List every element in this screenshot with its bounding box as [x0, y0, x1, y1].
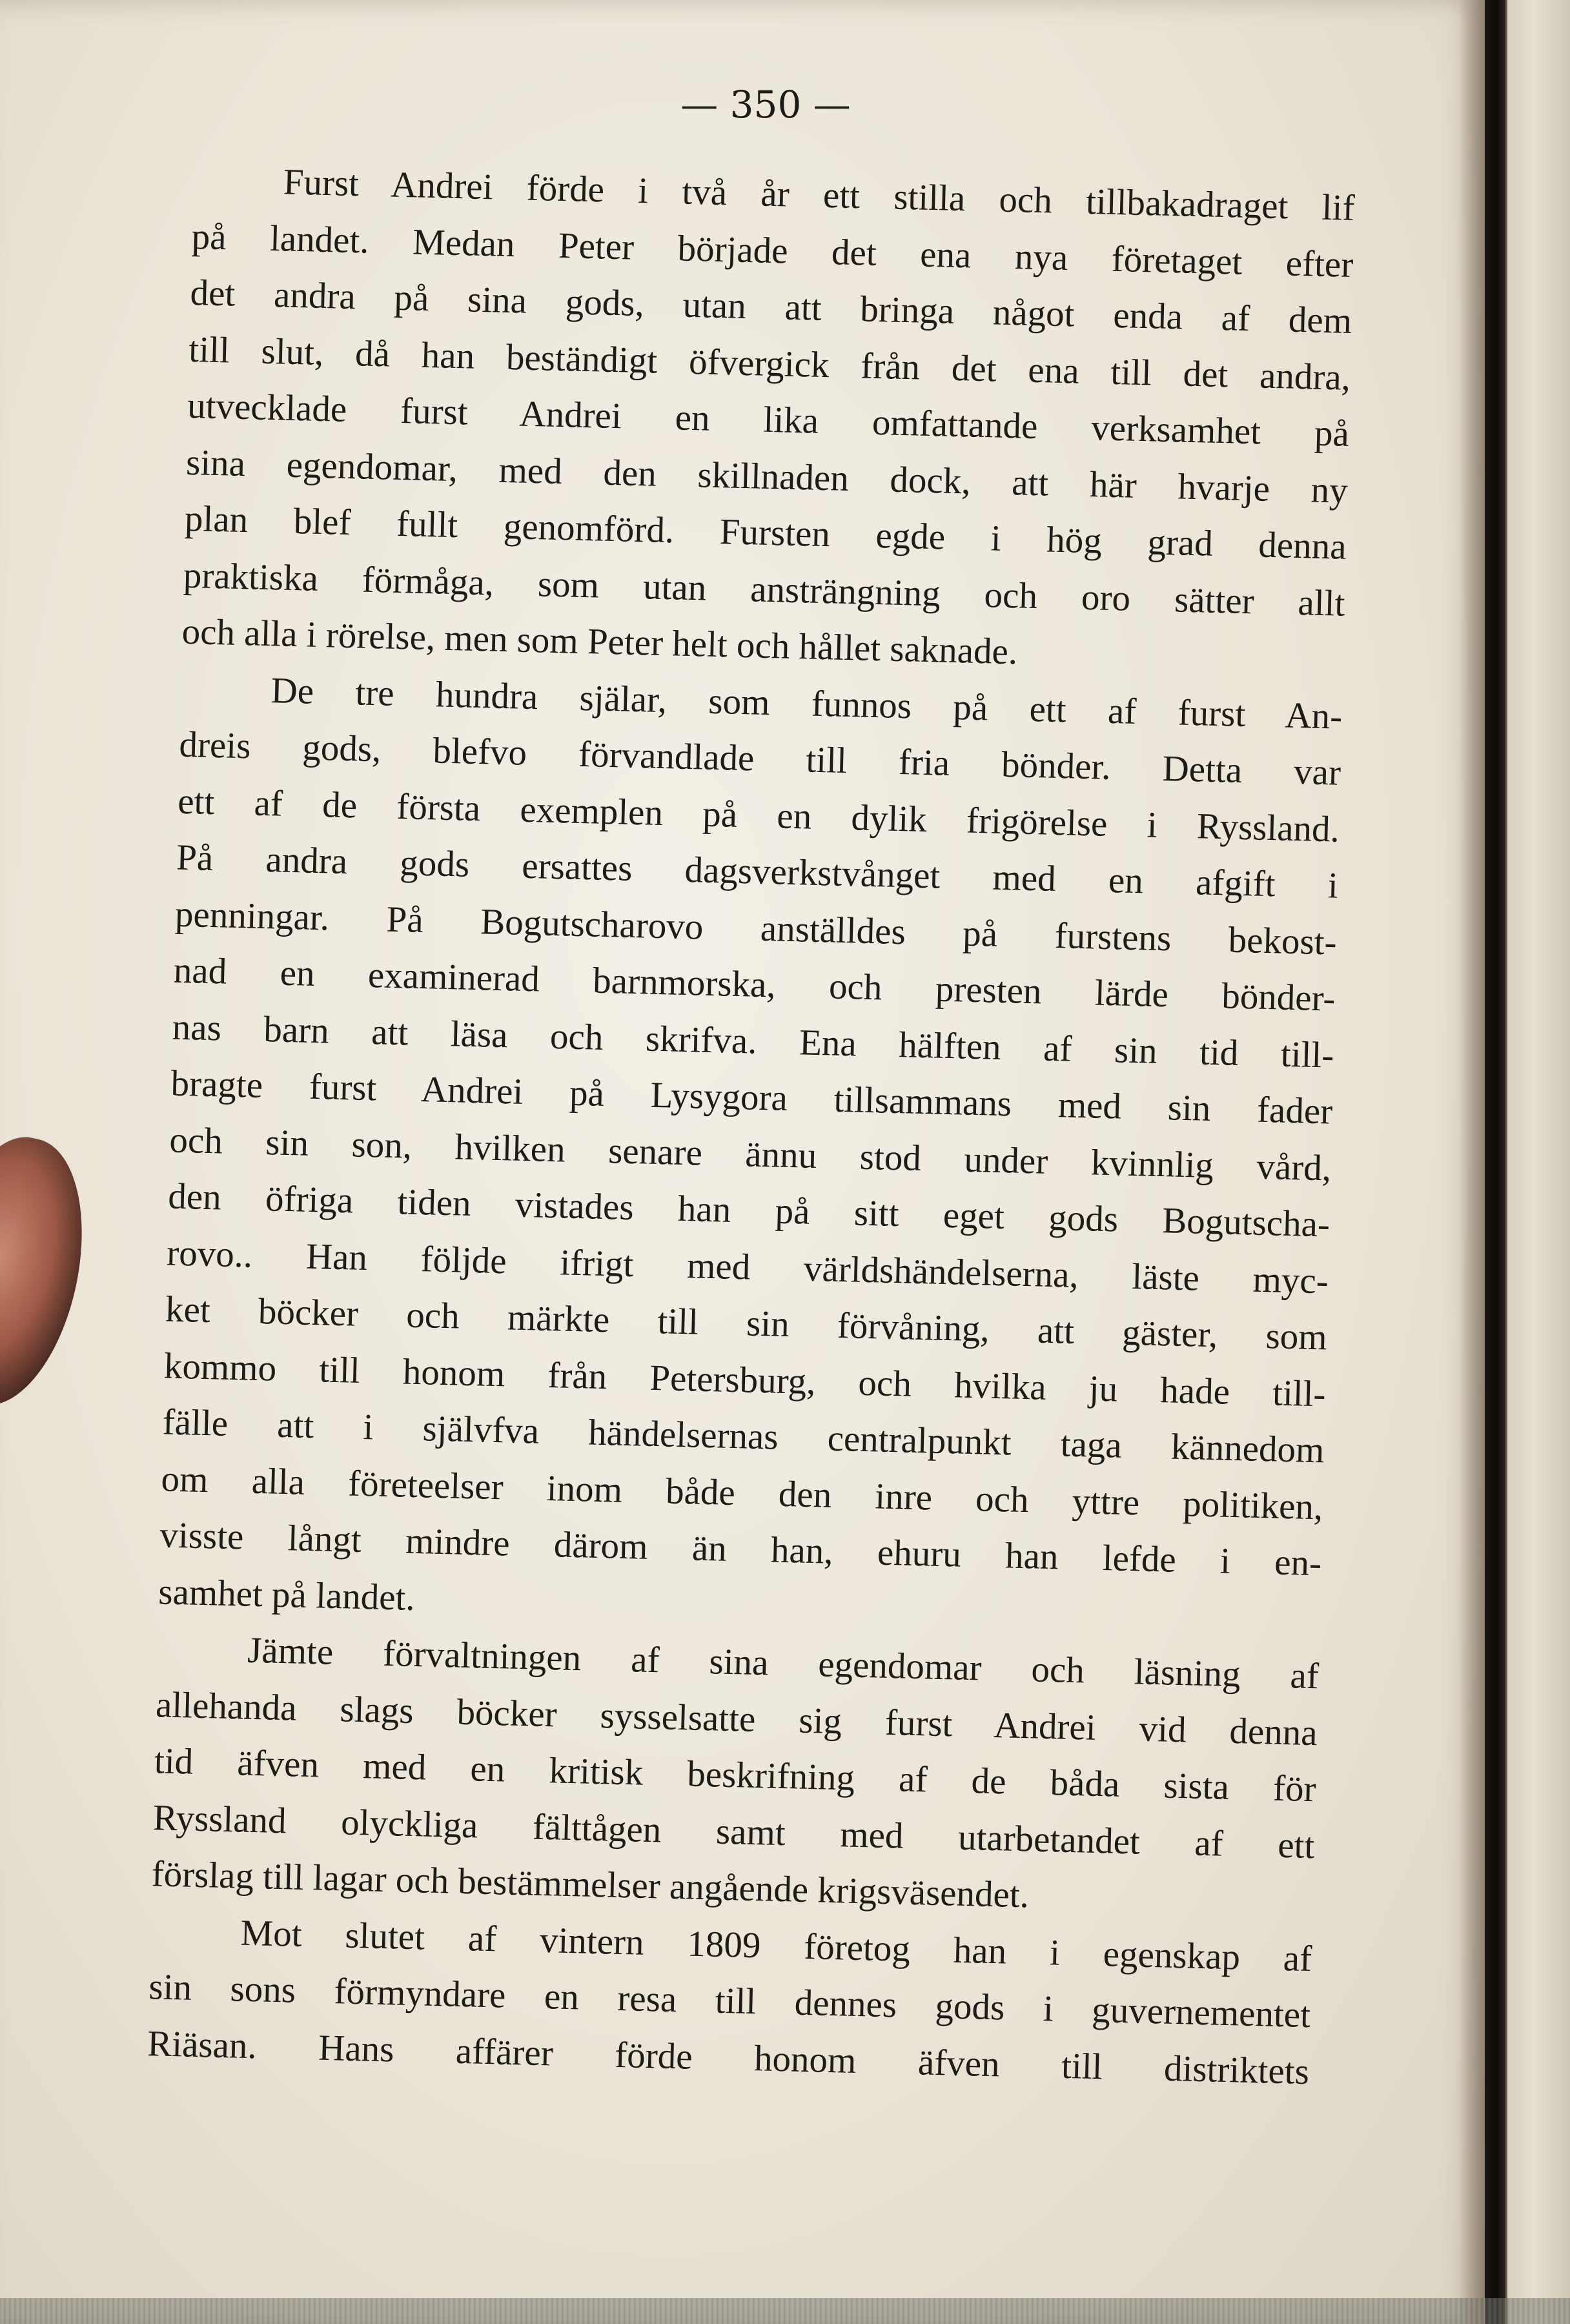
page-number: — 350 — [680, 83, 851, 127]
text-line: om alla företeelser inom både den inre och yttre politiken, [160, 1458, 1323, 1527]
text-line: till slut, då han beständigt öfvergick från det ena till det andra, [188, 329, 1351, 398]
text-line: samhet på landet. [158, 1571, 416, 1618]
text-line: På andra gods ersattes dagsverkstvånget med en afgift i [176, 837, 1339, 906]
text-line: den öfriga tiden vistades han på sitt eget gods Bogutscha- [167, 1176, 1330, 1245]
text-line: Mot slutet af vintern 1809 företog han i egenskap af [240, 1912, 1312, 1979]
text-line: visste långt mindre därom än han, ehuru han lefde i en- [159, 1514, 1322, 1584]
text-line: plan blef fullt genomförd. Fursten egde i hög grad denna [184, 498, 1347, 567]
text-line: ett af de första exemplen på en dylik frigörelse i Ryssland. [177, 780, 1340, 850]
text-line: och sin son, hvilken senare ännu stod under kvinnlig vård, [168, 1119, 1332, 1189]
text-line: Jämte förvaltningen af sina egendomar och läsning af [247, 1629, 1320, 1697]
book-gutter [1485, 0, 1505, 2324]
text-line: fälle att i självfva händelsernas centralpunkt taga kännedom [162, 1402, 1325, 1471]
text-line: nad en examinerad barnmorska, och presten lärde bönder- [173, 950, 1336, 1019]
text-line: praktiska förmåga, som utan ansträngning och oro sätter allt [183, 555, 1346, 624]
text-line: allehanda slags böcker sysselsatte sig furst Andrei vid denna [155, 1684, 1318, 1753]
text-line: rovo.. Han följde ifrigt med världshändelserna, läste myc- [166, 1232, 1329, 1301]
text-line: Riäsan. Hans affärer förde honom äfven till distriktets [147, 2023, 1310, 2092]
text-line: och alla i rörelse, men som Peter helt och hållet saknade. [181, 611, 1018, 673]
body-text [147, 152, 1355, 2100]
text-line: förslag till lagar och bestämmelser angående krigsväsendet. [151, 1853, 1030, 1916]
text-line: penningar. På Bogutscharovo anställdes på furstens bekost- [174, 893, 1338, 963]
text-line: utvecklade furst Andrei en lika omfattande verksamhet på [187, 385, 1350, 454]
text-line: nas barn att läsa och skrifva. Ena hälften af sin tid till- [172, 1006, 1335, 1076]
text-line: Furst Andrei förde i två år ett stilla och tillbakadraget lif [283, 161, 1356, 229]
text-line: det andra på sina gods, utan att bringa något enda af dem [189, 272, 1352, 341]
text-line: bragte furst Andrei på Lysygora tillsammans med sin fader [170, 1063, 1333, 1132]
text-line: Ryssland olyckliga fälttågen samt med utarbetandet af ett [152, 1797, 1316, 1866]
text-line: dreis gods, blefvo förvandlade till fria bönder. Detta var [178, 724, 1341, 793]
text-line: tid äfven med en kritisk beskrifning af de båda sista för [154, 1740, 1317, 1810]
text-line: ket böcker och märkte till sin förvåning, att gäster, som [165, 1289, 1328, 1358]
text-line: De tre hundra själar, som funnos på ett af furst An- [270, 669, 1343, 737]
text-line: sina egendomar, med den skillnaden dock, att här hvarje ny [185, 442, 1349, 511]
text-line: sin sons förmyndare en resa till dennes gods i guvernementet [148, 1966, 1311, 2036]
text-line: på landet. Medan Peter började det ena nya företaget efter [191, 216, 1354, 285]
page-edge-shadow [1459, 0, 1485, 2324]
next-page-edge [1505, 0, 1570, 2324]
text-line: kommo till honom från Petersburg, och hvilka ju hade till- [163, 1345, 1327, 1414]
table-cloth [0, 2298, 1570, 2324]
